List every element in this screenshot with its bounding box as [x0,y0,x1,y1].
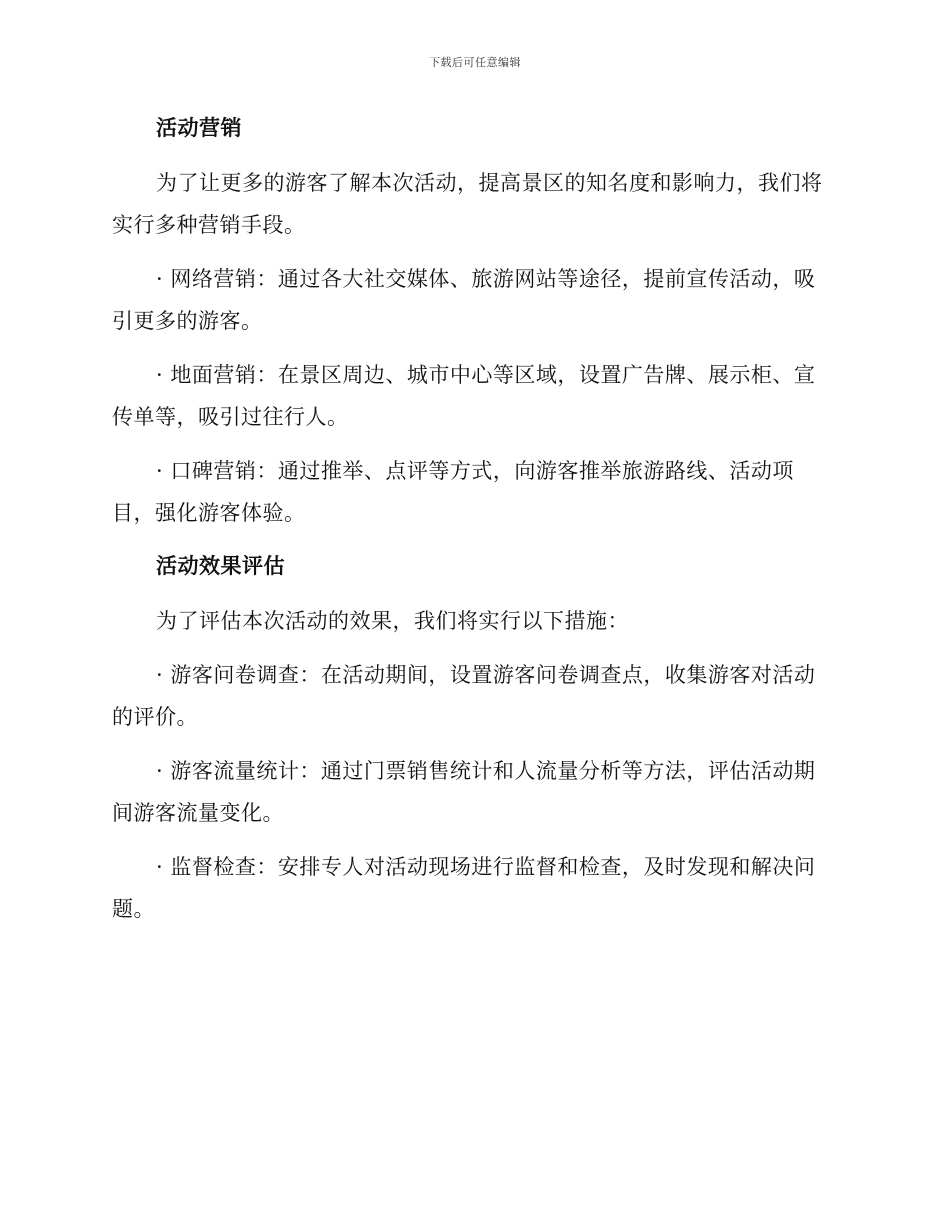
section-heading-evaluation: 活动效果评估 [156,553,285,578]
bullet-visitor-survey: · 游客问卷调查：在活动期间，设置游客问卷调查点，收集游客对活动的评价。 [112,663,816,729]
bullet-visitor-flow-statistics: · 游客流量统计：通过门票销售统计和人流量分析等方法，评估活动期间游客流量变化。 [112,759,816,825]
bullet-word-of-mouth-marketing: · 口碑营销：通过推举、点评等方式，向游客推举旅游路线、活动项目，强化游客体验。 [112,459,794,525]
document-body [112,108,832,930]
bullet-ground-marketing: · 地面营销：在景区周边、城市中心等区域，设置广告牌、展示柜、宣传单等，吸引过往行人。 [112,363,816,429]
section-heading-marketing: 活动营销 [156,115,242,140]
bullet-supervision-inspection: · 监督检查：安排专人对活动现场进行监督和检查，及时发现和解决问题。 [112,855,816,921]
page-header-note: 下载后可任意编辑 [429,56,521,69]
bullet-online-marketing: · 网络营销：通过各大社交媒体、旅游网站等途径，提前宣传活动，吸引更多的游客。 [112,267,816,333]
evaluation-intro-paragraph: 为了评估本次活动的效果，我们将实行以下措施： [156,609,629,633]
marketing-intro-paragraph: 为了让更多的游客了解本次活动，提高景区的知名度和影响力，我们将实行多种营销手段。 [112,171,823,237]
